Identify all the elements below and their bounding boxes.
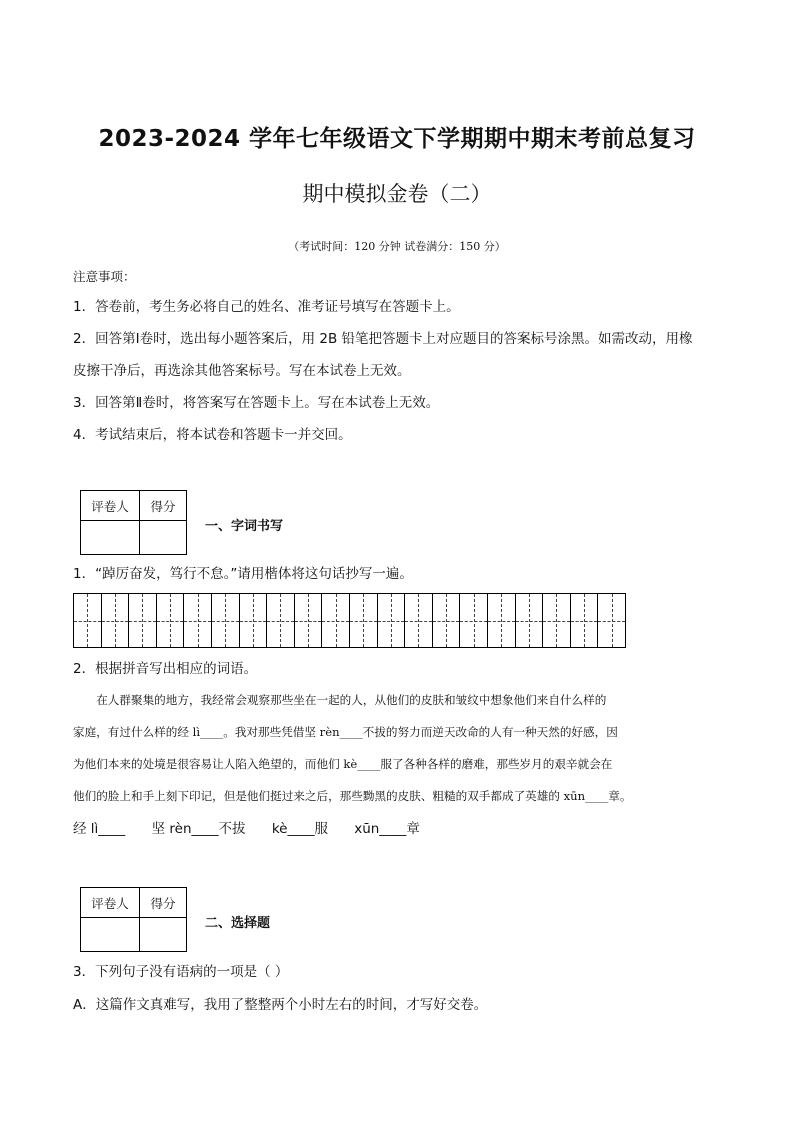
answer-blank-2[interactable]: 坚 rèn____不拔: [151, 821, 246, 837]
answer-blank-4[interactable]: xūn____章: [354, 821, 420, 837]
grader-cell[interactable]: [81, 918, 140, 952]
note-line-4: 3．回答第Ⅱ卷时，将答案写在答题卡上。写在本试卷上无效。: [73, 395, 440, 411]
score-box-section-1: [80, 490, 187, 555]
passage: [73, 684, 723, 812]
note-line-3: 皮擦干净后，再选涂其他答案标号。写在本试卷上无效。: [73, 363, 411, 379]
note-line-5: 4．考试结束后，将本试卷和答题卡一并交回。: [73, 427, 352, 443]
section-2-label: 二、选择题: [205, 916, 271, 931]
grid-cell[interactable]: [460, 594, 488, 648]
note-line-1: 1．答卷前，考生务必将自己的姓名、准考证号填写在答题卡上。: [73, 299, 460, 315]
grid-cell[interactable]: [488, 594, 516, 648]
answer-blanks: [73, 817, 442, 837]
note-line-2: 2．回答第Ⅰ卷时，选出每小题答案后，用 2B 铅笔把答题卡上对应题目的答案标号涂黑。如需改动，用橡: [73, 331, 693, 347]
passage-line-2: 家庭，有过什么样的经 lì____。我对那些凭借坚 rèn____不拔的努力而逆天改命的人有一种天然的好感，因: [73, 725, 618, 739]
grid-cell[interactable]: [102, 594, 130, 648]
question-2: 2．根据拼音写出相应的词语。: [73, 661, 258, 677]
grid-cell[interactable]: [267, 594, 295, 648]
passage-line-3: 为他们本来的处境是很容易让人陷入绝望的，而他们 kè____服了各种各样的磨难，那些岁月的艰辛就会在: [73, 757, 613, 771]
question-3: 3．下列句子没有语病的一项是（ ）: [73, 964, 289, 980]
grid-cell[interactable]: [322, 594, 350, 648]
option-a: A．这篇作文真难写，我用了整整两个小时左右的时间，才写好交卷。: [73, 997, 488, 1013]
grid-cell[interactable]: [350, 594, 378, 648]
grid-cell[interactable]: [295, 594, 323, 648]
score-cell[interactable]: [140, 521, 187, 555]
score-box-section-2: [80, 887, 187, 952]
grid-cell[interactable]: [212, 594, 240, 648]
page-subtitle: 期中模拟金卷（二）: [302, 182, 492, 206]
exam-info: （考试时间：120 分钟 试卷满分：150 分）: [288, 240, 506, 253]
score-cell[interactable]: [140, 918, 187, 952]
grid-cell[interactable]: [543, 594, 571, 648]
grid-cell[interactable]: [571, 594, 599, 648]
grid-cell[interactable]: [129, 594, 157, 648]
passage-line-4: 他们的脸上和手上刻下印记，但是他们挺过来之后，那些黝黑的皮肤、粗糙的双手都成了英雄的 xūn____章。: [73, 789, 632, 803]
answer-blank-1[interactable]: 经 lì____: [73, 821, 126, 837]
writing-grid[interactable]: [73, 593, 626, 648]
section-1-label: 一、字词书写: [205, 519, 284, 534]
grid-cell[interactable]: [433, 594, 461, 648]
grid-cell[interactable]: [157, 594, 185, 648]
grid-cell[interactable]: [598, 594, 626, 648]
passage-line-1: 在人群聚集的地方，我经常会观察那些坐在一起的人，从他们的皮肤和皱纹中想象他们来自什么样的: [96, 693, 607, 707]
page-title: 2023-2024 学年七年级语文下学期期中期末考前总复习: [98, 126, 696, 152]
grid-cell[interactable]: [405, 594, 433, 648]
grader-label: 评卷人: [81, 888, 140, 918]
grid-cell[interactable]: [74, 594, 102, 648]
answer-blank-3[interactable]: kè____服: [271, 821, 328, 837]
score-label: 得分: [140, 491, 187, 521]
grader-cell[interactable]: [81, 521, 140, 555]
grid-cell[interactable]: [516, 594, 544, 648]
question-1: 1．“踔厉奋发，笃行不怠。”请用楷体将这句话抄写一遍。: [73, 566, 413, 582]
grader-label: 评卷人: [81, 491, 140, 521]
grid-cell[interactable]: [240, 594, 268, 648]
score-label: 得分: [140, 888, 187, 918]
grid-cell[interactable]: [184, 594, 212, 648]
grid-cell[interactable]: [378, 594, 406, 648]
notes-heading: 注意事项：: [73, 269, 136, 284]
